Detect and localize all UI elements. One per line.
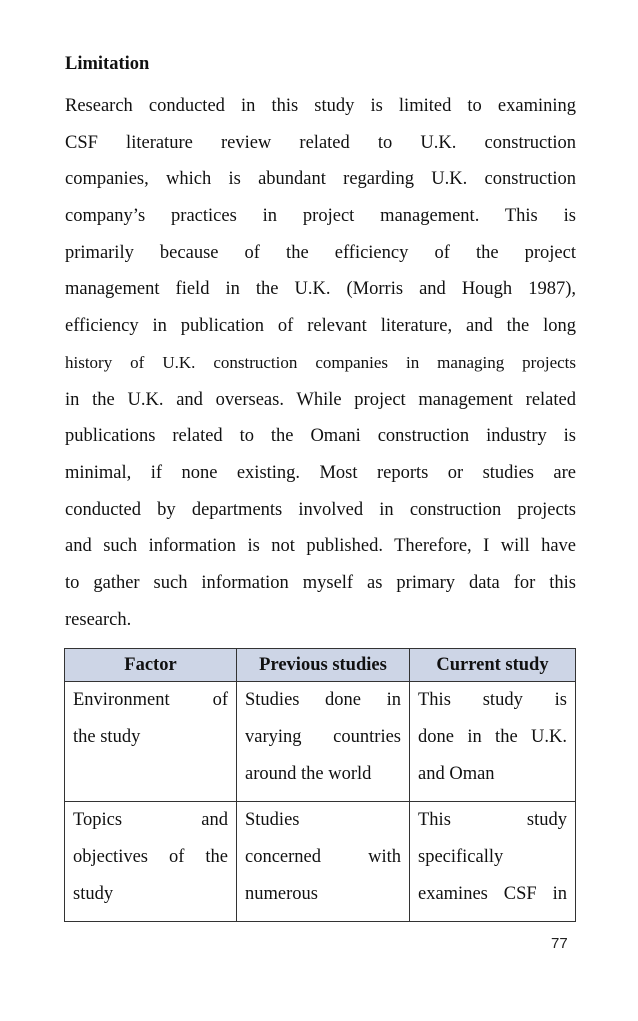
cell-line: concerned with xyxy=(245,847,401,867)
cell-line: and Oman xyxy=(418,764,495,784)
paragraph-line: to gather such information myself as primary data for this xyxy=(65,572,576,593)
cell-line: Studies xyxy=(245,810,300,830)
body-paragraph xyxy=(65,88,576,638)
table-cell xyxy=(410,802,576,922)
cell-line: Environment of xyxy=(73,690,228,710)
paragraph-line: efficiency in publication of relevant literature, and the long xyxy=(65,316,576,337)
comparison-table xyxy=(64,648,576,922)
section-heading: Limitation xyxy=(65,54,150,74)
column-header: Previous studies xyxy=(237,649,410,682)
paragraph-line: management field in the U.K. (Morris and Hough 1987), xyxy=(65,279,576,300)
cell-line: objectives of the xyxy=(73,847,228,867)
paragraph-line: Research conducted in this study is limited to examining xyxy=(65,96,576,116)
table-cell xyxy=(237,682,410,802)
paragraph-line: conducted by departments involved in construction projects xyxy=(65,499,576,520)
paragraph-line: companies, which is abundant regarding U.K. construction xyxy=(65,169,576,190)
paragraph-line: publications related to the Omani construction industry is xyxy=(65,426,576,447)
cell-line: specifically xyxy=(418,847,504,867)
table-header-row xyxy=(65,649,576,682)
cell-line: done in the U.K. xyxy=(418,727,567,747)
cell-line: Studies done in xyxy=(245,690,401,710)
paragraph-line: history of U.K. construction companies in managing projects xyxy=(65,352,576,372)
column-header: Current study xyxy=(410,649,576,682)
cell-line: Topics and xyxy=(73,810,228,830)
paragraph-line: in the U.K. and overseas. While project management related xyxy=(65,389,576,410)
table-row xyxy=(65,682,576,802)
paragraph-line: primarily because of the efficiency of the project xyxy=(65,242,576,263)
cell-line: the study xyxy=(73,727,141,747)
paragraph-line: and such information is not published. Therefore, I will have xyxy=(65,536,576,557)
table-cell xyxy=(65,682,237,802)
column-header: Factor xyxy=(65,649,237,682)
cell-line: This study is xyxy=(418,690,567,710)
table-cell xyxy=(237,802,410,922)
paragraph-line: company’s practices in project management. This is xyxy=(65,206,576,227)
table-row xyxy=(65,802,576,922)
table-cell xyxy=(410,682,576,802)
page-number: 77 xyxy=(551,935,568,952)
paragraph-line: minimal, if none existing. Most reports or studies are xyxy=(65,462,576,483)
paragraph-line: research. xyxy=(65,609,132,630)
cell-line: study xyxy=(73,884,114,904)
cell-line: numerous xyxy=(245,884,318,904)
table-cell xyxy=(65,802,237,922)
paragraph-line: CSF literature review related to U.K. construction xyxy=(65,132,576,153)
cell-line: examines CSF in xyxy=(418,884,567,904)
cell-line: varying countries xyxy=(245,727,401,747)
cell-line: around the world xyxy=(245,764,372,784)
cell-line: This study xyxy=(418,810,567,830)
